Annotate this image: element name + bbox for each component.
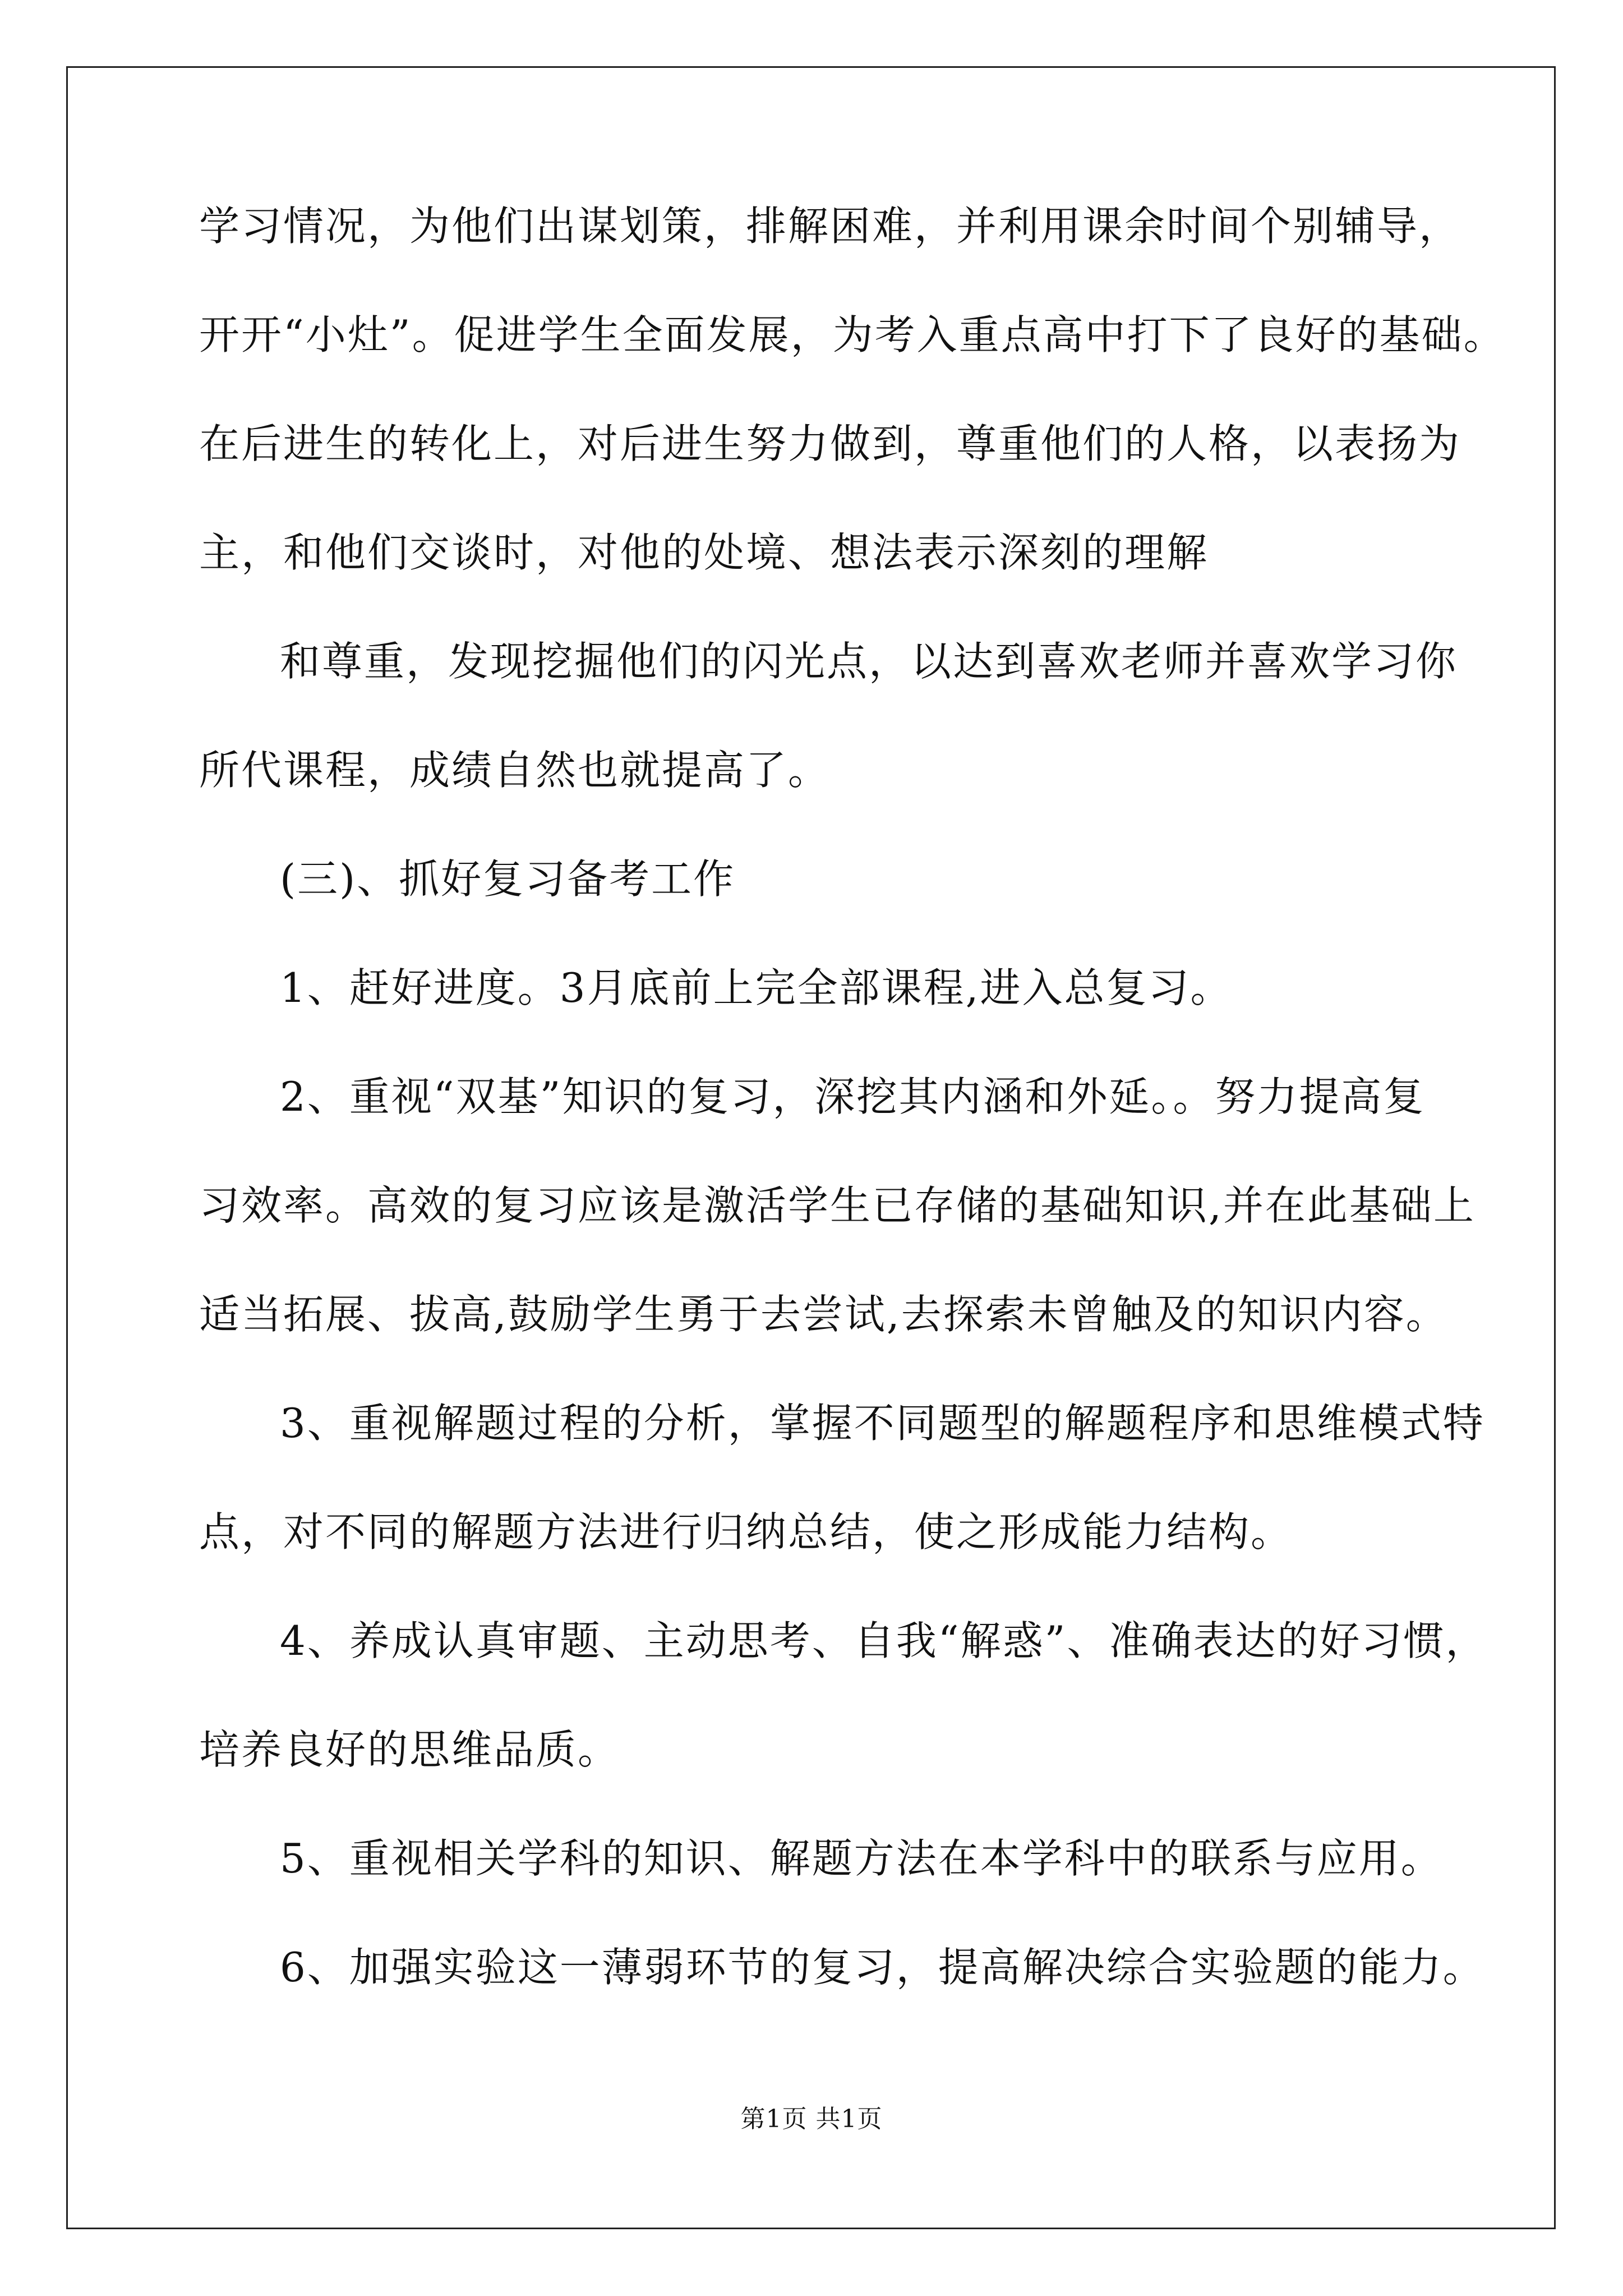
text-line: 4、养成认真审题、主动思考、自我“解惑”、准确表达的好习惯， <box>280 1617 1488 1664</box>
text-line: 学习情况，为他们出谋划策，排解困难，并利用课余时间个别辅导， <box>199 203 1461 250</box>
text-line: 开开“小灶”。促进学生全面发展，为考入重点高中打下了良好的基础。 <box>199 311 1506 358</box>
text-line: 在后进生的转化上，对后进生努力做到，尊重他们的人格，以表扬为 <box>199 420 1461 467</box>
text-line: 所代课程，成绩自然也就提高了。 <box>199 747 831 794</box>
section-heading: (三)、抓好复习备考工作 <box>280 855 736 903</box>
text-line: 2、重视“双基”知识的复习，深挖其内涵和外延。。努力提高复 <box>280 1073 1426 1120</box>
page-border <box>66 66 1556 2229</box>
text-line: 习效率。高效的复习应该是激活学生已存储的基础知识,并在此基础上 <box>199 1182 1476 1229</box>
text-line: 1、赶好进度。3月底前上完全部课程,进入总复习。 <box>280 964 1233 1011</box>
text-line: 主，和他们交谈时，对他的处境、想法表示深刻的理解 <box>199 529 1209 576</box>
text-line: 培养良好的思维品质。 <box>199 1726 620 1773</box>
text-line: 点，对不同的解题方法进行归纳总结，使之形成能力结构。 <box>199 1508 1293 1556</box>
page-number-footer: 第1页 共1页 <box>740 2105 883 2133</box>
text-line: 5、重视相关学科的知识、解题方法在本学科中的联系与应用。 <box>280 1835 1443 1882</box>
text-line: 6、加强实验这一薄弱环节的复习，提高解决综合实验题的能力。 <box>280 1944 1485 1991</box>
text-line: 和尊重，发现挖掘他们的闪光点，以达到喜欢老师并喜欢学习你 <box>280 638 1458 685</box>
text-line: 适当拓展、拔高,鼓励学生勇于去尝试,去探索未曾触及的知识内容。 <box>199 1291 1448 1338</box>
text-line: 3、重视解题过程的分析，掌握不同题型的解题程序和思维模式特 <box>280 1400 1485 1447</box>
